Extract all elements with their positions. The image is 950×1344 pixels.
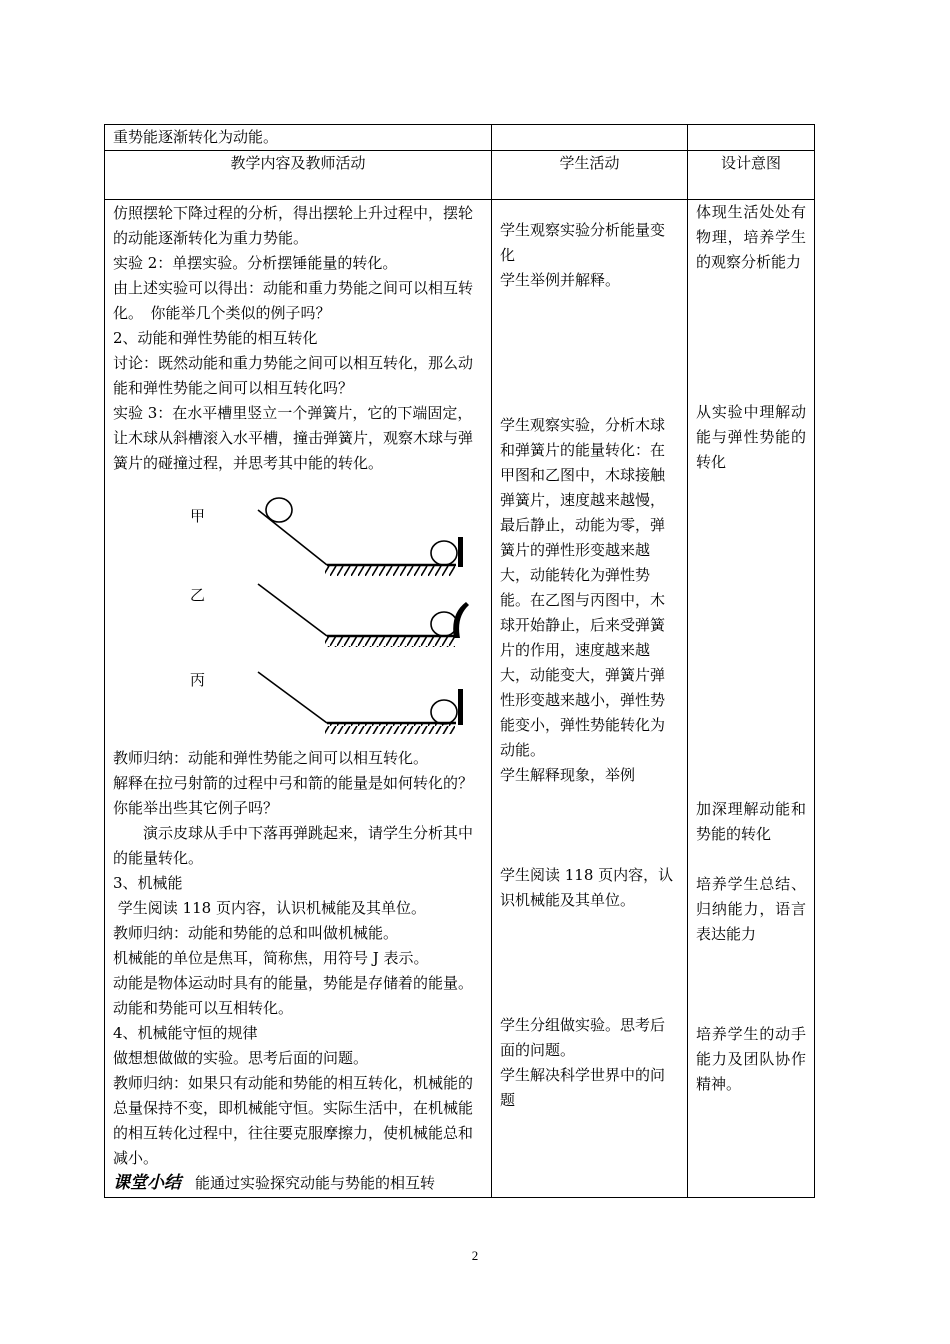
header-student-activity: 学生活动 <box>492 151 688 200</box>
para-discussion: 讨论：既然动能和重力势能之间可以相互转化，那么动能和弹性势能之间可以相互转化吗？ <box>113 354 474 397</box>
para-experiment-3: 实验 3：在水平槽里竖立一个弹簧片，它的下端固定，让木球从斜槽滚入水平槽，撞击弹簧片，观察木球与弹簧片的碰撞过程，并思考其中能的转化。 <box>113 404 474 472</box>
design-intent-cell <box>688 200 815 1198</box>
student-activity-cell <box>492 200 688 1198</box>
page-number: 2 <box>471 1248 479 1263</box>
student-activity-4: 学生解释现象，举例 <box>500 766 636 784</box>
para-try-it: 做想想做做的实验。思考后面的问题。 <box>113 1049 369 1067</box>
para-conservation: 教师归纳：如果只有动能和势能的相互转化，机械能的总量保持不变，即机械能守恒。实际生活中，在机械能的相互转化过程中，往往要克服摩擦力，使机械能总和减小。 <box>113 1074 474 1167</box>
student-activity-6: 学生分组做实验。思考后面的问题。 <box>500 1016 666 1059</box>
design-intent-3: 加深理解动能和势能的转化 <box>696 800 806 843</box>
label-yi: 乙 <box>190 586 206 604</box>
para-mech-energy-def: 教师归纳：动能和势能的总和叫做机械能。 <box>113 924 399 942</box>
section-4-title: 4、机械能守恒的规律 <box>113 1024 258 1042</box>
spring-bing <box>458 689 463 725</box>
para-energy-types: 动能是物体运动时具有的能量，势能是存储着的能量。动能和势能可以互相转化。 <box>113 974 474 1017</box>
design-intent-5: 培养学生的动手能力及团队协作精神。 <box>696 1025 806 1093</box>
ramp-yi <box>258 584 327 636</box>
hatch-jia <box>325 566 455 576</box>
para-3: 由上述实验可以得出：动能和重力势能之间可以相互转化。 你能举几个类似的例子吗？ <box>113 279 474 322</box>
student-activity-5: 学生阅读 118 页内容，认识机械能及其单位。 <box>500 866 674 909</box>
ball-yi <box>431 612 457 636</box>
design-intent-1: 体现生活处处有物理，培养学生的观察分析能力 <box>696 203 806 271</box>
carryover-row <box>105 125 815 151</box>
para-reading: 学生阅读 118 页内容，认识机械能及其单位。 <box>113 899 426 917</box>
section-3-title: 3、机械能 <box>113 874 183 892</box>
class-summary-heading: 课堂小结 <box>113 1173 181 1193</box>
diagram-svg <box>113 476 483 746</box>
para-unit: 机械能的单位是焦耳，简称焦，用符号 J 表示。 <box>113 949 429 967</box>
carryover-text: 重势能逐渐转化为动能。 <box>113 128 279 146</box>
lesson-plan-table <box>104 124 815 1198</box>
class-summary-text: 能通过实验探究动能与势能的相互转 <box>195 1174 436 1192</box>
ramp-bing <box>258 672 327 723</box>
content-row <box>105 200 815 1198</box>
carryover-empty-2 <box>492 125 688 151</box>
carryover-empty-3 <box>688 125 815 151</box>
hatch-bing <box>325 724 455 734</box>
spring-jia <box>458 537 463 567</box>
label-bing: 丙 <box>190 671 206 689</box>
ball-end-jia <box>431 541 457 565</box>
label-jia: 甲 <box>190 507 206 525</box>
para-experiment-2: 实验 2：单摆实验。分析摆锤能量的转化。 <box>113 254 398 272</box>
design-intent-2: 从实验中理解动能与弹性势能的转化 <box>696 403 806 471</box>
student-activity-2: 学生举例并解释。 <box>500 271 621 289</box>
student-activity-7: 学生解决科学世界中的问题 <box>500 1066 666 1109</box>
para-summary-elastic: 教师归纳：动能和弹性势能之间可以相互转化。 <box>113 749 429 767</box>
spring-experiment-diagram <box>113 476 483 746</box>
header-teaching-content: 教学内容及教师活动 <box>105 151 492 200</box>
student-activity-3: 学生观察实验，分析木球和弹簧片的能量转化：在甲图和乙图中，木球接触弹簧片，速度越来越慢，最后静止，动能为零，弹簧片的弹性形变越来越大，动能转化为弹性势能。在乙图与丙图中，木球开始静止，后来受弹簧片的作用，速度越来越大，动能变大，弹簧片弹性形变越来越小，弹性势能变小，弹性势能转化为动能。 <box>500 416 666 759</box>
ramp-jia <box>258 510 327 565</box>
para-1: 仿照摆轮下降过程的分析，得出摆轮上升过程中，摆轮的动能逐渐转化为重力势能。 <box>113 204 474 247</box>
header-design-intent: 设计意图 <box>688 151 815 200</box>
carryover-cell <box>105 125 492 151</box>
para-bow-arrow: 解释在拉弓射箭的过程中弓和箭的能量是如何转化的？你能举出些其它例子吗？ <box>113 774 474 817</box>
ball-start-jia <box>266 498 292 522</box>
hatch-yi <box>325 637 455 647</box>
design-intent-4: 培养学生总结、归纳能力，语言表达能力 <box>696 875 806 943</box>
section-2-title: 2、动能和弹性势能的相互转化 <box>113 329 318 347</box>
header-row <box>105 151 815 200</box>
class-summary <box>113 1171 483 1196</box>
ball-bing <box>431 700 457 724</box>
para-ball-demo: 演示皮球从手中下落再弹跳起来，请学生分析其中的能量转化。 <box>113 824 474 867</box>
student-activity-1: 学生观察实验分析能量变化 <box>500 221 666 264</box>
teaching-content-cell <box>105 200 492 1198</box>
spring-bent-yi <box>453 602 469 638</box>
